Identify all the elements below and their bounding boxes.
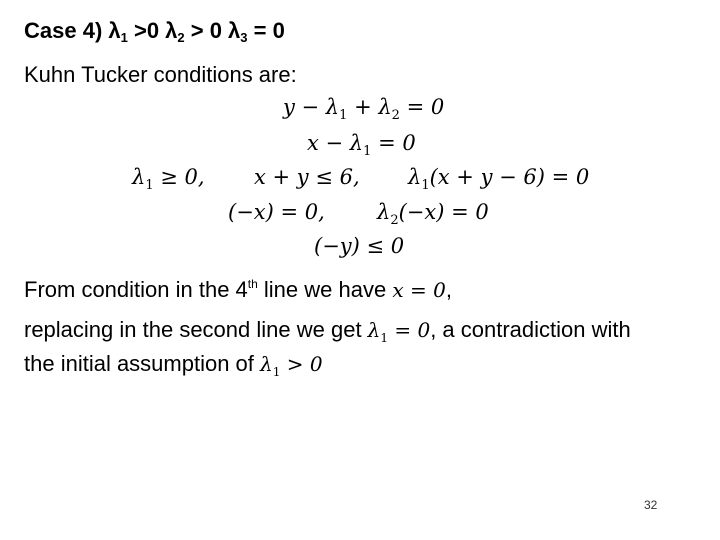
paragraph-line-3: the initial assumption of $\lambda_1 > 0$ xyxy=(24,351,323,379)
equation-y-constraint: (−y) ≤ 0 xyxy=(314,234,405,258)
equation-constraint: x + y ≤ 6, xyxy=(254,165,360,189)
equation-lambda1-nonneg: $\lambda_1 \ge 0$, xyxy=(132,165,205,193)
paragraph-line-2: replacing in the second line we get $\lambda_1 = 0$, a contradiction with xyxy=(24,317,631,345)
equation-x-zero: (−x) = 0, xyxy=(228,200,325,224)
intro-text: Kuhn Tucker conditions are: xyxy=(24,62,297,87)
equation-complementary-slackness-1: $\lambda_1(x + y - 6) = 0$ xyxy=(408,165,590,193)
paragraph-line-1: From condition in the 4th line we have x = 0, xyxy=(24,277,452,302)
page-number: 32 xyxy=(644,498,658,512)
equation-complementary-slackness-2: $\lambda_2(-x) = 0$ xyxy=(377,200,489,228)
slide-title: Case 4) $\lambda_1 >0$ $\lambda_2 > 0$ $\lambda_3 = 0$ xyxy=(24,18,285,45)
equation-stationarity-y: $y - \lambda_1 + \lambda_2 = 0$ xyxy=(283,95,445,123)
equation-stationarity-x: $x - \lambda_1 = 0$ xyxy=(307,131,416,159)
